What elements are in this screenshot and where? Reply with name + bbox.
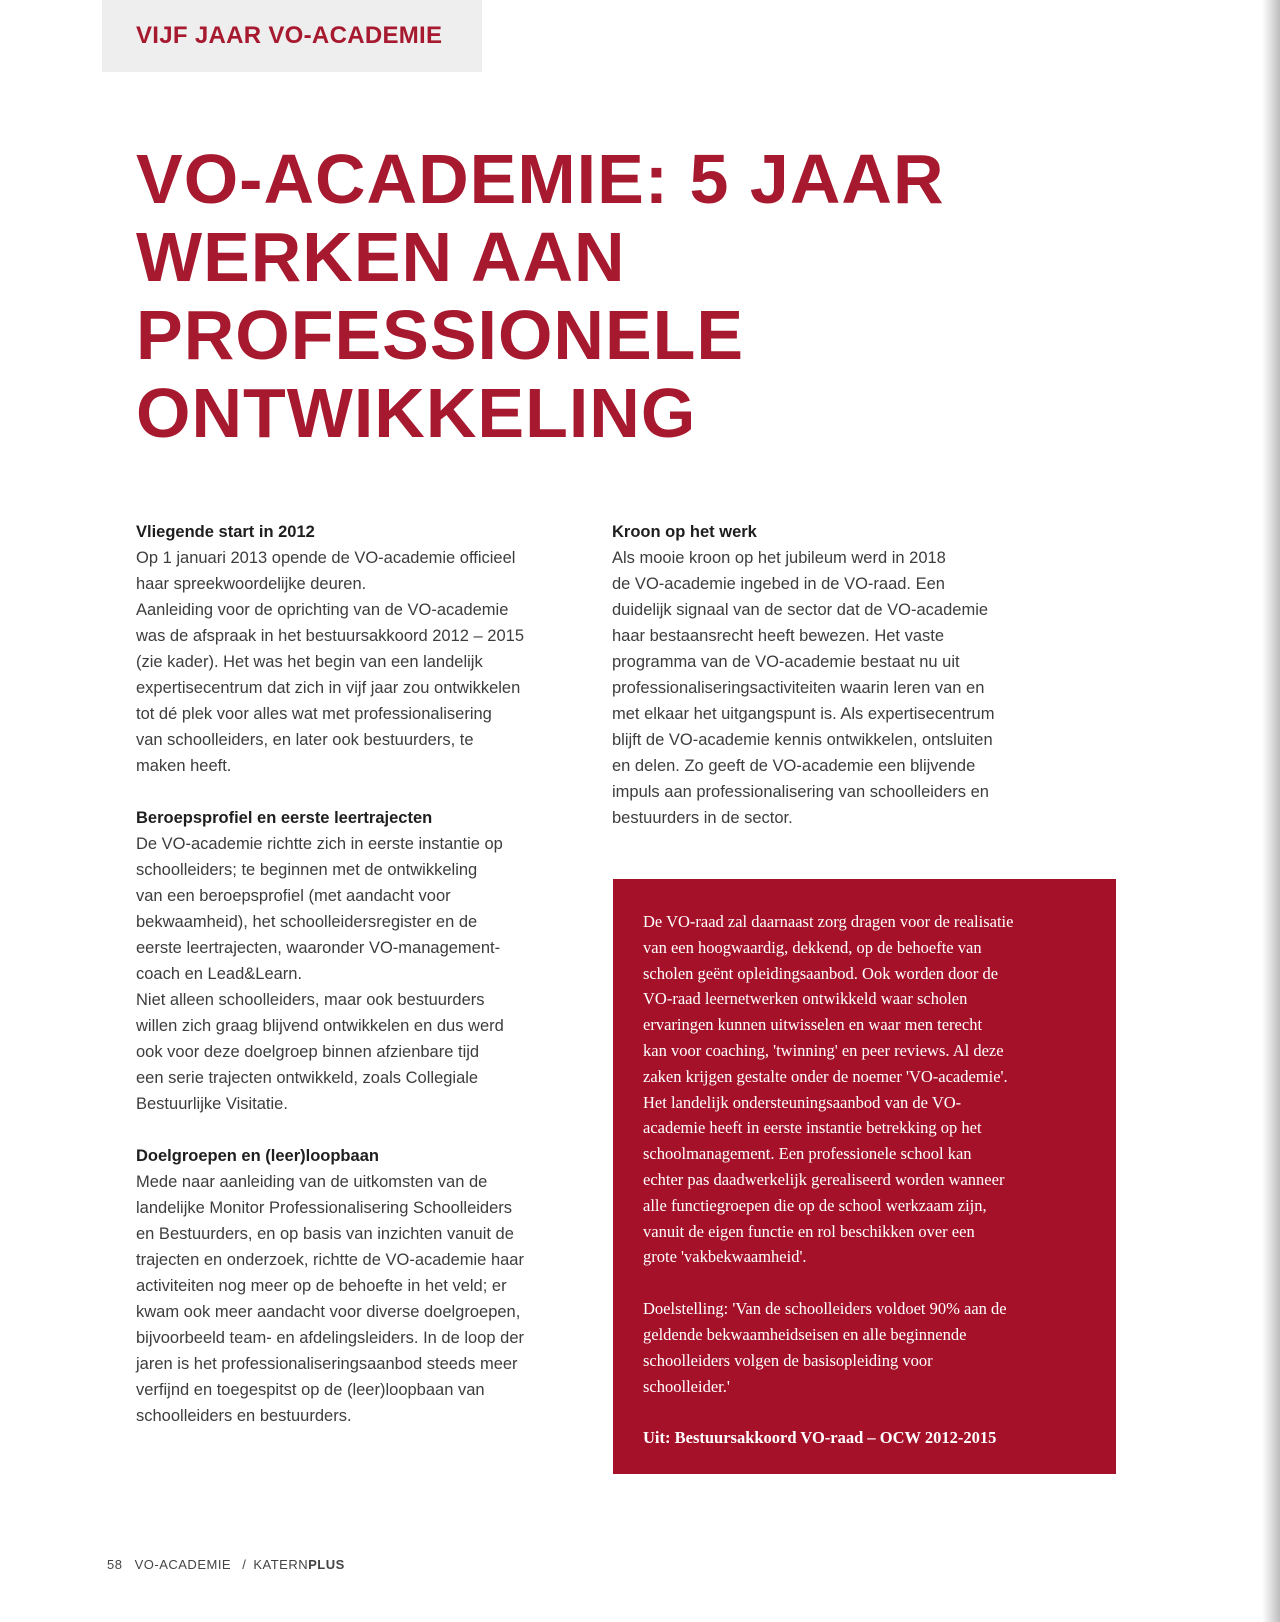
section-heading-doelgroepen: Doelgroepen en (leer)loopbaan <box>136 1147 379 1165</box>
text-line: expertisecentrum dat zich in vijf jaar zou ontwikkelen <box>136 679 521 697</box>
title-line: VO-ACADEMIE: 5 JAAR <box>136 140 945 218</box>
text-line: kwam ook meer aandacht voor diverse doelgroepen, <box>136 1303 521 1321</box>
text-line: haar spreekwoordelijke deuren. <box>136 575 367 593</box>
quote-line: geldende bekwaamheidseisen en alle beginnende <box>643 1324 967 1344</box>
quote-box <box>613 879 1116 1474</box>
section-body-kroon <box>612 545 1062 831</box>
quote-line: alle functiegroepen die op de school werkzaam zijn, <box>643 1195 987 1215</box>
text-line: blijft de VO-academie kennis ontwikkelen, ontsluiten <box>612 731 993 749</box>
text-line: maken heeft. <box>136 757 232 775</box>
quote-line: scholen geënt opleidingsaanbod. Ook worden door de <box>643 963 999 983</box>
section-heading-vliegende-start: Vliegende start in 2012 <box>136 523 315 541</box>
footer-separator: / <box>242 1557 247 1572</box>
text-line: tot dé plek voor alles wat met professionalisering <box>136 705 492 723</box>
section-body-vliegende-start <box>136 545 586 779</box>
quote-line: van een hoogwaardig, dekkend, op de behoefte van <box>643 937 982 957</box>
quote-line: schoolleiders volgen de basisopleiding voor <box>643 1350 933 1370</box>
text-line: jaren is het professionaliseringsaanbod steeds meer <box>136 1355 518 1373</box>
text-line: coach en Lead&Learn. <box>136 965 303 983</box>
text-line: (zie kader). Het was het begin van een landelijk <box>136 653 483 671</box>
page-title <box>136 140 1036 452</box>
page-number: 58 <box>107 1557 123 1572</box>
quote-line: De VO-raad zal daarnaast zorg dragen voor de realisatie <box>643 912 1014 931</box>
text-line: landelijke Monitor Professionalisering Schoolleiders <box>136 1199 513 1217</box>
text-line: bijvoorbeeld team- en afdelingsleiders. In de loop der <box>136 1329 524 1347</box>
quote-source: Uit: Bestuursakkoord VO-raad – OCW 2012-2015 <box>643 1428 997 1448</box>
text-line: Als mooie kroon op het jubileum werd in 2018 <box>612 549 946 567</box>
section-heading-beroepsprofiel: Beroepsprofiel en eerste leertrajecten <box>136 809 433 827</box>
quote-line: academie heeft in eerste instantie betrekking op het <box>643 1118 982 1138</box>
text-line: impuls aan professionalisering van schoolleiders en <box>612 783 989 801</box>
text-line: duidelijk signaal van de sector dat de VO-academie <box>612 601 989 619</box>
text-line: Aanleiding voor de oprichting van de VO-academie <box>136 601 509 619</box>
text-line: De VO-academie richtte zich in eerste instantie op <box>136 835 503 853</box>
title-line: PROFESSIONELE <box>136 296 745 374</box>
quote-line: Doelstelling: 'Van de schoolleiders voldoet 90% aan de <box>643 1299 1007 1319</box>
text-line: van schoolleiders, en later ook bestuurders, te <box>136 731 474 749</box>
text-line: trajecten en onderzoek, richtte de VO-academie haar <box>136 1251 524 1269</box>
section-tab-label: VIJF JAAR VO-ACADEMIE <box>136 22 443 49</box>
text-line: verfijnd en toegespitst op de (leer)loopbaan van <box>136 1381 485 1399</box>
text-line: schoolleiders en bestuurders. <box>136 1407 352 1425</box>
text-line: programma van de VO-academie bestaat nu uit <box>612 653 960 671</box>
quote-line: schoolleider.' <box>643 1376 730 1396</box>
text-line: de VO-academie ingebed in de VO-raad. Een <box>612 575 945 593</box>
right-column <box>612 519 1062 831</box>
text-line: een serie trajecten ontwikkeld, zoals Collegiale <box>136 1069 479 1087</box>
text-line: haar bestaansrecht heeft bewezen. Het vaste <box>612 627 945 645</box>
footer-publication: VO-ACADEMIE <box>134 1557 232 1572</box>
footer-plus: PLUS <box>308 1557 345 1572</box>
page-edge-shadow <box>1262 0 1280 1622</box>
text-line: met elkaar het uitgangspunt is. Als expertisecentrum <box>612 705 995 723</box>
quote-line: VO-raad leernetwerken ontwikkeld waar scholen <box>643 989 968 1009</box>
quote-body <box>643 909 1088 1270</box>
text-line: eerste leertrajecten, waaronder VO-management- <box>136 939 501 957</box>
text-line: was de afspraak in het bestuursakkoord 2012 – 2015 <box>136 627 525 645</box>
title-line: ONTWIKKELING <box>136 374 697 452</box>
text-line: bekwaamheid), het schoolleidersregister en de <box>136 913 478 931</box>
text-line: willen zich graag blijvend ontwikkelen en dus werd <box>136 1017 504 1035</box>
left-column <box>136 519 586 1429</box>
quote-line: Het landelijk ondersteuningsaanbod van de VO- <box>643 1092 962 1112</box>
text-line: Niet alleen schoolleiders, maar ook bestuurders <box>136 991 485 1009</box>
text-line: professionaliseringsactiviteiten waarin leren van en <box>612 679 985 697</box>
text-line: Mede naar aanleiding van de uitkomsten van de <box>136 1173 488 1191</box>
quote-line: kan voor coaching, 'twinning' en peer reviews. Al deze <box>643 1040 1004 1060</box>
text-line: activiteiten nog meer op de behoefte in het veld; er <box>136 1277 507 1295</box>
quote-line: grote 'vakbekwaamheid'. <box>643 1247 807 1267</box>
text-line: en delen. Zo geeft de VO-academie een blijvende <box>612 757 976 775</box>
quote-line: vanuit de eigen functie en rol beschikken over een <box>643 1221 975 1241</box>
quote-line: ervaringen kunnen uitwisselen en waar men terecht <box>643 1015 983 1035</box>
section-body-doelgroepen <box>136 1169 586 1429</box>
quote-line: schoolmanagement. Een professionele school kan <box>643 1144 972 1164</box>
footer-katern: KATERN <box>253 1557 309 1572</box>
quote-line: echter pas daadwerkelijk gerealiseerd worden wanneer <box>643 1169 1005 1189</box>
text-line: bestuurders in de sector. <box>612 809 793 827</box>
text-line: schoolleiders; te beginnen met de ontwikkeling <box>136 861 478 879</box>
section-heading-kroon: Kroon op het werk <box>612 523 757 541</box>
section-tab <box>102 0 482 72</box>
text-line: van een beroepsprofiel (met aandacht voor <box>136 887 451 905</box>
text-line: ook voor deze doelgroep binnen afzienbare tijd <box>136 1043 480 1061</box>
text-line: en Bestuurders, en op basis van inzichten vanuit de <box>136 1225 514 1243</box>
title-line: WERKEN AAN <box>136 218 626 296</box>
text-line: Bestuurlijke Visitatie. <box>136 1095 288 1113</box>
quote-line: zaken krijgen gestalte onder de noemer 'VO-academie'. <box>643 1066 1008 1086</box>
text-line: Op 1 januari 2013 opende de VO-academie officieel <box>136 549 516 567</box>
page-footer <box>107 1557 345 1572</box>
section-body-beroepsprofiel <box>136 831 586 1117</box>
quote-goal <box>643 1296 1088 1399</box>
